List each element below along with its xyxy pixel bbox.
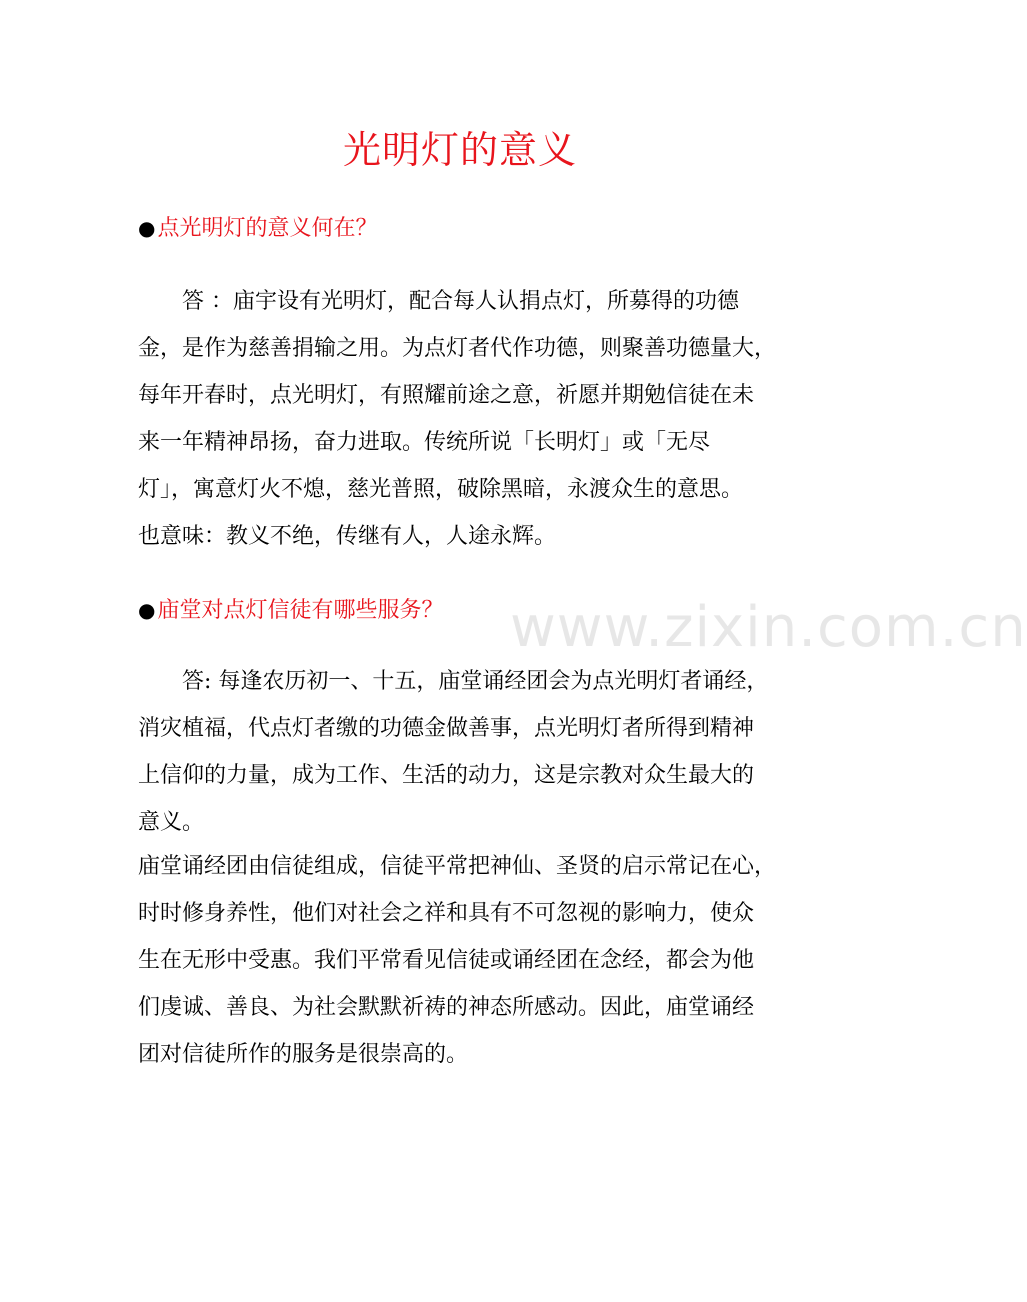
paragraph-line: 每年开春时，点光明灯，有照耀前途之意，祈愿并期勉信徒在未	[138, 383, 755, 408]
paragraph-line: 们虔诚、善良、为社会默默祈祷的神态所感动。因此，庙堂诵经	[138, 995, 755, 1020]
page-title: 光明灯的意义	[342, 128, 577, 172]
bullet-icon: ●	[138, 598, 156, 622]
section-heading-1	[138, 212, 377, 245]
section-heading-text: 点光明灯的意义何在？	[157, 216, 378, 241]
paragraph-line: 时时修身养性，他们对社会之祥和具有不可忽视的影响力，使众	[138, 901, 755, 926]
answer-paragraph-1	[138, 278, 784, 560]
paragraph-line: 上信仰的力量，成为工作、生活的动力，这是宗教对众生最大的	[138, 763, 755, 788]
closing-paragraph	[138, 843, 784, 1078]
paragraph-line: 生在无形中受惠。我们平常看见信徒或诵经团在念经，都会为他	[138, 948, 755, 973]
paragraph-line: 答: 每逢农历初一、十五，庙堂诵经团会为点光明灯者诵经，	[138, 669, 769, 694]
paragraph-line: 金，是作为慈善捐输之用。为点灯者代作功德，则聚善功德量大，	[138, 336, 777, 361]
answer-paragraph-2	[138, 658, 784, 846]
paragraph-line: 消灾植福，代点灯者缴的功德金做善事，点光明灯者所得到精神	[138, 716, 755, 741]
section-heading-2	[138, 594, 443, 627]
paragraph-line: 庙堂诵经团由信徒组成，信徒平常把神仙、圣贤的启示常记在心，	[138, 854, 777, 879]
paragraph-line: 也意味：教义不绝，传继有人，人途永辉。	[138, 524, 557, 549]
paragraph-line: 答 ：庙宇设有光明灯，配合每人认捐点灯，所募得的功德	[138, 289, 739, 314]
paragraph-line: 意义。	[138, 810, 205, 835]
paragraph-line: 团对信徒所作的服务是很崇高的。	[138, 1042, 469, 1067]
section-heading-text: 庙堂对点灯信徒有哪些服务？	[157, 598, 444, 623]
bullet-icon: ●	[138, 216, 156, 240]
paragraph-line: 灯」，寓意灯火不熄，慈光普照，破除黑暗，永渡众生的意思。	[138, 477, 744, 502]
paragraph-line: 来一年精神昂扬，奋力进取。传统所说「长明灯」或「无尽	[138, 430, 711, 455]
watermark: www.zixin.com.cn	[510, 595, 1027, 660]
